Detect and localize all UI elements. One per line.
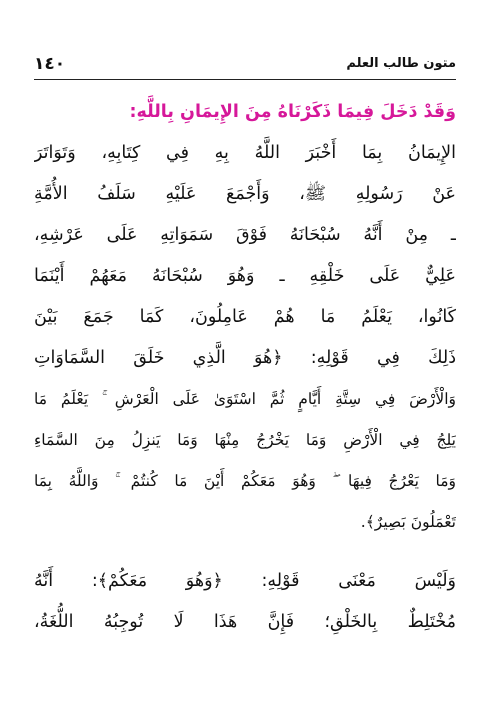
text-line: مُخْتَلِطٌ بِالخَلْقِ؛ فَإِنَّ هَذَا لَا تُوجِبُهُ اللُّغَةُ، [34, 612, 456, 632]
section-heading: وَقَدْ دَخَلَ فِيمَا ذَكَرْنَاهُ مِنَ الإِيمَانِ بِاللَّهِ: [129, 102, 456, 122]
quran-verse-line: يَلِجُ فِي الْأَرْضِ وَمَا يَخْرُجُ مِنْهَا وَمَا يَنزِلُ مِنَ السَّمَاءِ [34, 431, 456, 449]
text-line: عَنْ رَسُولِهِ ﷺ، وَأَجْمَعَ عَلَيْهِ سَلَفُ الأُمَّةِ [34, 184, 456, 204]
paragraph-1 [34, 133, 456, 543]
text-line: الإِيمَانُ بِمَا أَخْبَرَ اللَّهُ بِهِ فِي كِتَابِهِ، وَتَوَاتَرَ [34, 143, 456, 163]
header-rule [34, 79, 456, 80]
paragraph-gap [34, 543, 456, 561]
quran-verse-line: تَعْمَلُونَ بَصِيرٌ﴾. [360, 513, 456, 531]
text-line: عَلِيٌّ عَلَى خَلْقِهِ ـ وَهُوَ سُبْحَانَهُ مَعَهُمْ أَيْنَمَا [34, 266, 456, 286]
book-title: متون طالب العلم [346, 56, 456, 71]
page-header [34, 52, 456, 82]
quran-verse-line: وَمَا يَعْرُجُ فِيهَا ۖ وَهُوَ مَعَكُمْ أَيْنَ مَا كُنتُمْ ۚ وَاللَّهُ بِمَا [34, 472, 456, 490]
text-line: ذَلِكَ فِي قَوْلِهِ: ﴿هُوَ الَّذِي خَلَقَ السَّمَاوَاتِ [34, 348, 456, 368]
quran-verse-line: وَالْأَرْضَ فِي سِتَّةِ أَيَّامٍ ثُمَّ اسْتَوَىٰ عَلَى الْعَرْشِ ۚ يَعْلَمُ مَا [34, 390, 456, 408]
page-number: ١٤٠ [34, 54, 66, 74]
text-line: كَانُوا، يَعْلَمُ مَا هُمْ عَامِلُونَ، كَمَا جَمَعَ بَيْنَ [34, 307, 456, 327]
page-body [34, 92, 456, 643]
text-line: وَلَيْسَ مَعْنَى قَوْلِهِ: ﴿وَهُوَ مَعَكُمْ﴾: أَنَّهُ [34, 571, 456, 591]
text-line: ـ مِنْ أَنَّهُ سُبْحَانَهُ فَوْقَ سَمَوَاتِهِ عَلَى عَرْشِهِ، [34, 225, 456, 245]
paragraph-2 [34, 561, 456, 643]
